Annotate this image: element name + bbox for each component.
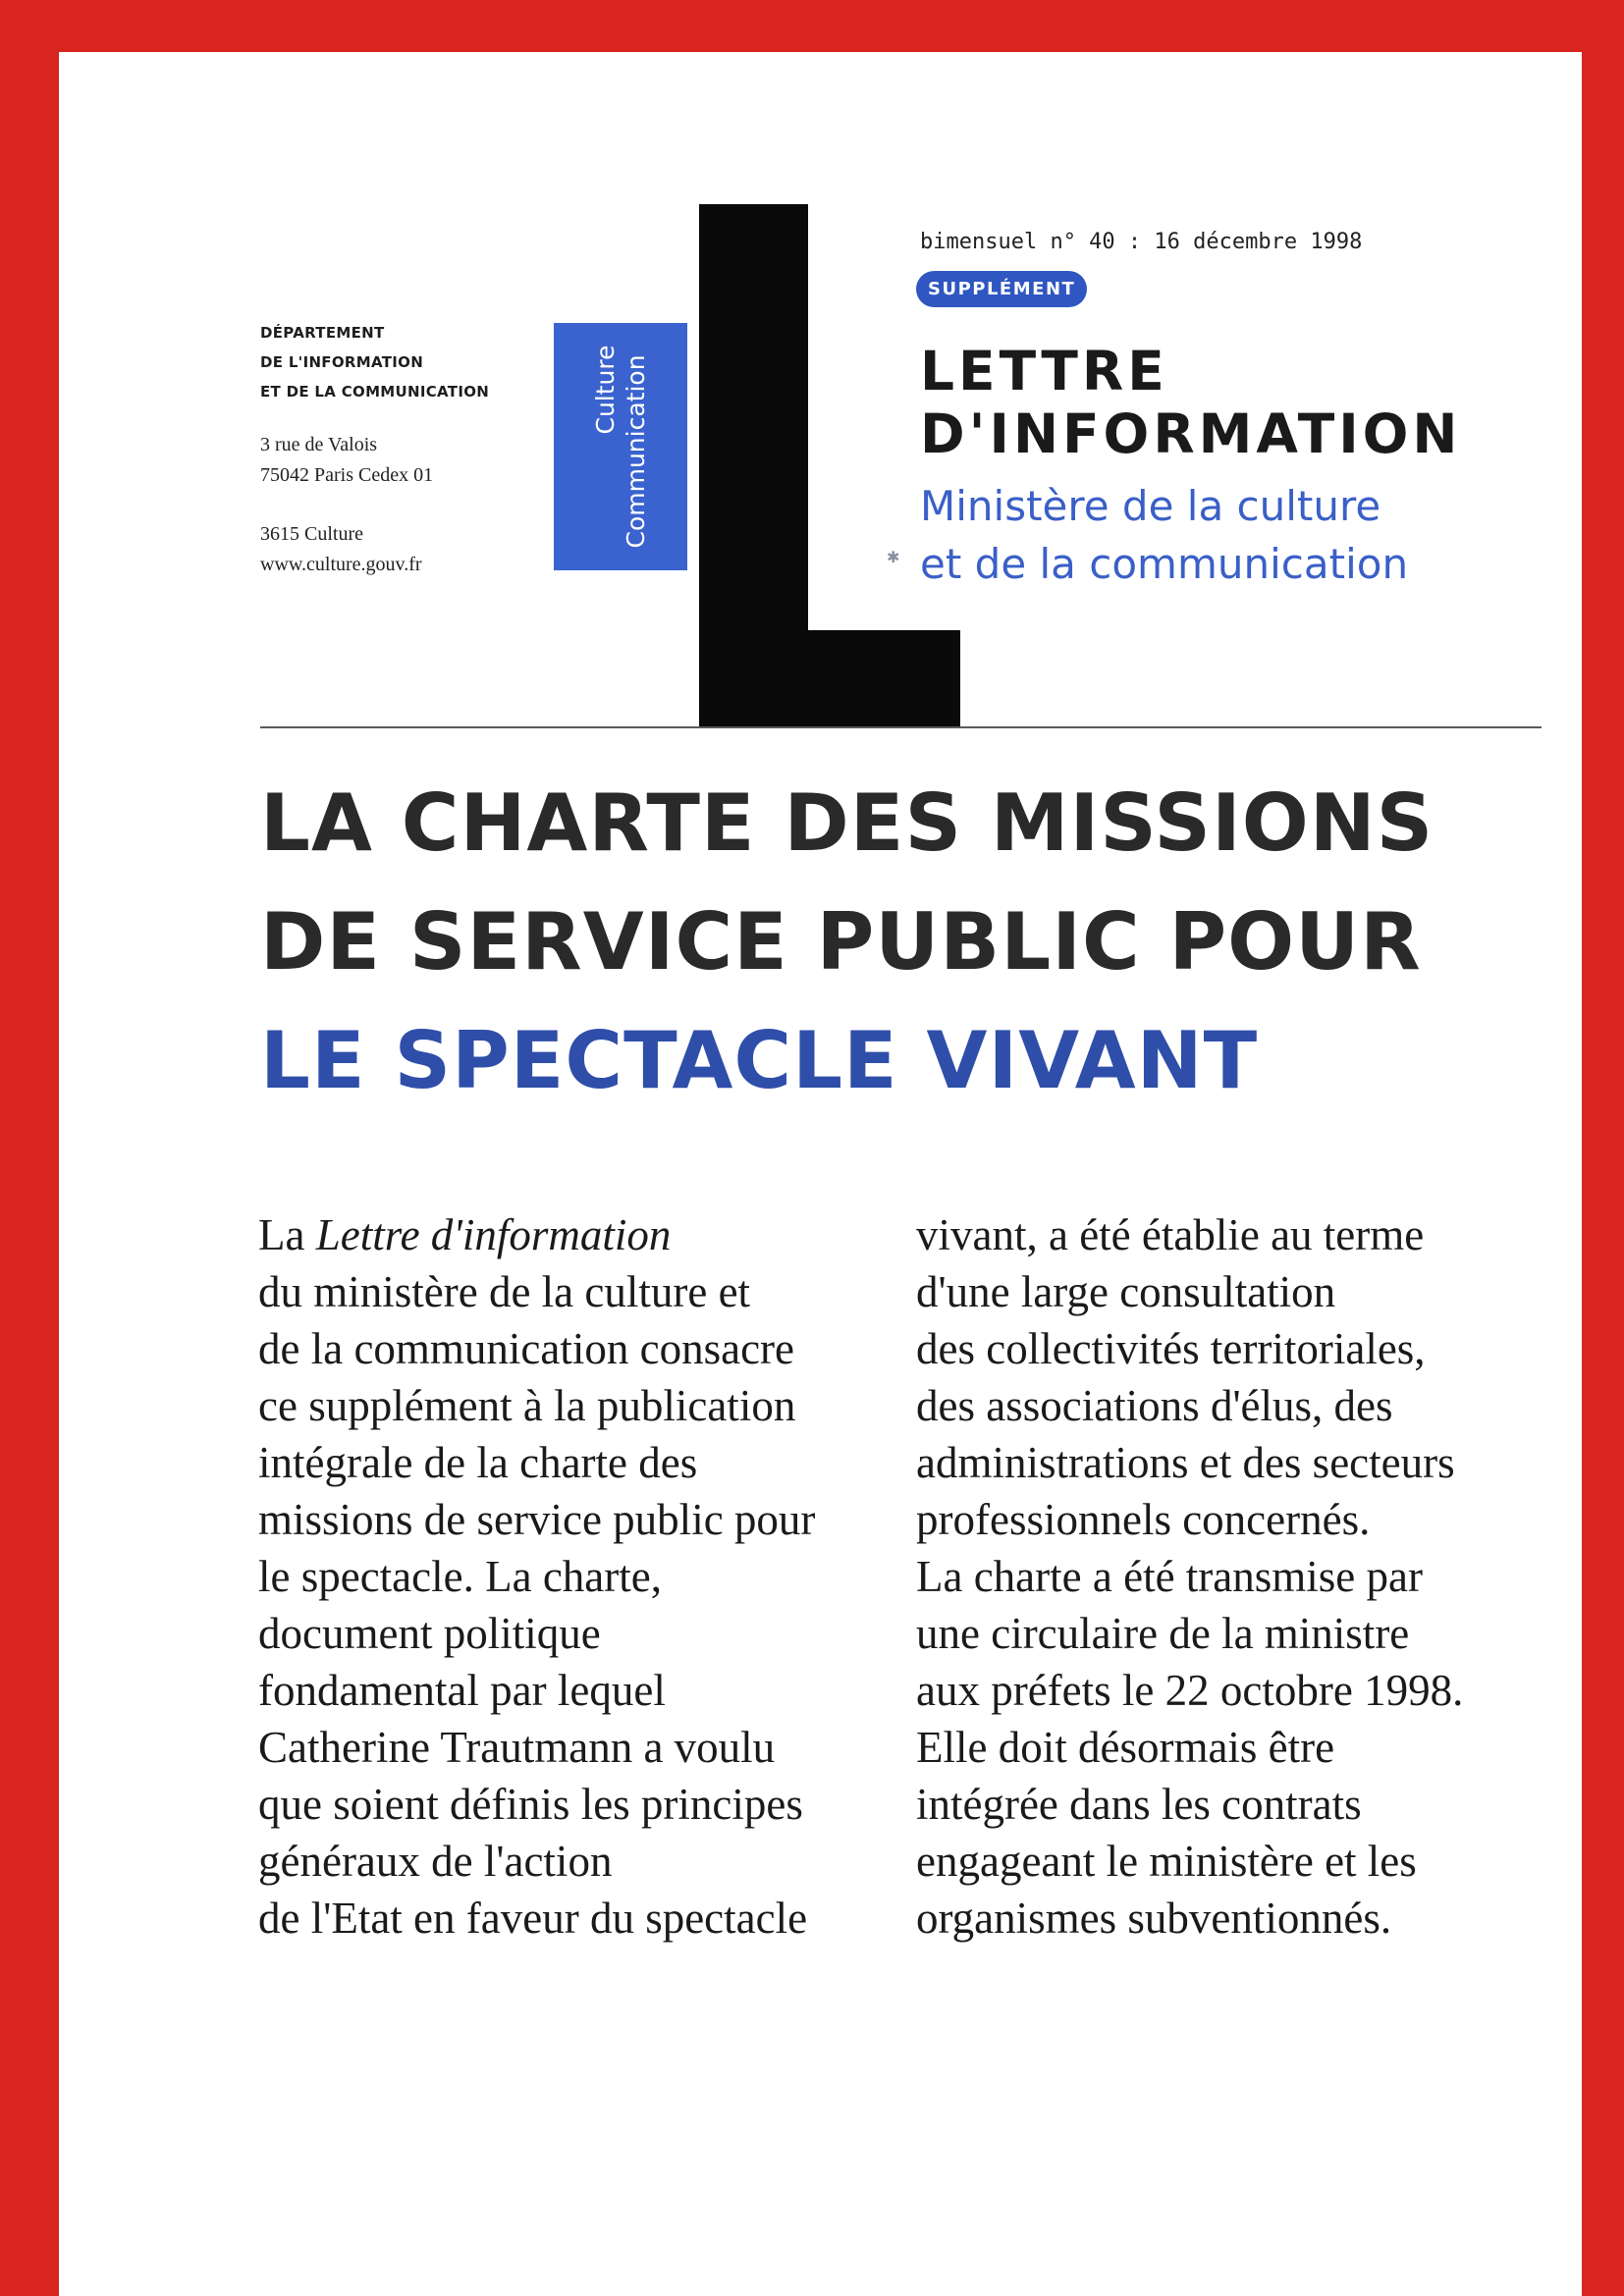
big-letter-l-foot	[699, 630, 960, 728]
body-line: engageant le ministère et les	[916, 1837, 1417, 1886]
body-line: vivant, a été établie au terme	[916, 1210, 1425, 1259]
minitel-code: 3615 Culture	[260, 523, 363, 545]
body-line: le spectacle. La charte,	[258, 1552, 662, 1601]
body-column-left	[258, 1206, 815, 1947]
ministry-name	[920, 477, 1408, 593]
intro-line: La Lettre d'information	[258, 1210, 672, 1259]
department-label	[260, 318, 489, 406]
bullet-mark-icon: ✱	[887, 548, 900, 566]
header-divider	[260, 726, 1542, 728]
headline-line-highlight: LE SPECTACLE VIVANT	[260, 1015, 1259, 1106]
body-line: d'une large consultation	[916, 1267, 1336, 1316]
culture-communication-logo	[554, 323, 687, 570]
body-column-right	[916, 1206, 1463, 1947]
supplement-badge: SUPPLÉMENT	[916, 271, 1087, 307]
headline-line: DE SERVICE PUBLIC POUR	[260, 896, 1422, 988]
body-line: ce supplément à la publication	[258, 1381, 796, 1430]
address-line: 75042 Paris Cedex 01	[260, 464, 434, 486]
body-line: professionnels concernés.	[916, 1495, 1371, 1544]
body-line: des associations d'élus, des	[916, 1381, 1393, 1430]
body-line: intégrée dans les contrats	[916, 1780, 1362, 1829]
newsletter-title	[920, 340, 1461, 465]
body-line: que soient définis les principes	[258, 1780, 803, 1829]
contact-info	[260, 519, 422, 580]
postal-address	[260, 430, 433, 491]
address-line: 3 rue de Valois	[260, 434, 378, 455]
body-line: administrations et des secteurs	[916, 1438, 1455, 1487]
body-line: une circulaire de la ministre	[916, 1609, 1410, 1658]
body-line: Elle doit désormais être	[916, 1723, 1335, 1772]
body-line: de l'Etat en faveur du spectacle	[258, 1894, 808, 1943]
body-line: document politique	[258, 1609, 601, 1658]
main-headline	[260, 764, 1434, 1120]
ministry-line: et de la communication	[920, 540, 1409, 588]
body-line: de la communication consacre	[258, 1324, 795, 1373]
document-page	[59, 52, 1582, 2296]
body-line: fondamental par lequel	[258, 1666, 666, 1715]
body-line: La charte a été transmise par	[916, 1552, 1423, 1601]
body-line: aux préfets le 22 octobre 1998.	[916, 1666, 1464, 1715]
body-line: généraux de l'action	[258, 1837, 613, 1886]
issue-line: bimensuel n° 40 : 16 décembre 1998	[920, 230, 1363, 254]
body-line: du ministère de la culture et	[258, 1267, 751, 1316]
body-line: des collectivités territoriales,	[916, 1324, 1426, 1373]
title-line: D'INFORMATION	[920, 402, 1462, 465]
department-line: DE L'INFORMATION	[260, 353, 424, 371]
publication-title: Lettre d'information	[315, 1210, 672, 1259]
headline-line: LA CHARTE DES MISSIONS	[260, 777, 1435, 869]
logo-culture-text: Culture	[591, 345, 620, 435]
website-link[interactable]: www.culture.gouv.fr	[260, 554, 422, 575]
body-line: missions de service public pour	[258, 1495, 816, 1544]
body-line: Catherine Trautmann a voulu	[258, 1723, 776, 1772]
ministry-line: Ministère de la culture	[920, 482, 1381, 530]
logo-communication-text: Communication	[622, 354, 650, 549]
department-line: ET DE LA COMMUNICATION	[260, 383, 490, 400]
body-line: organismes subventionnés.	[916, 1894, 1392, 1943]
title-line: LETTRE	[920, 340, 1168, 402]
body-line: intégrale de la charte des	[258, 1438, 698, 1487]
department-line: DÉPARTEMENT	[260, 324, 385, 342]
